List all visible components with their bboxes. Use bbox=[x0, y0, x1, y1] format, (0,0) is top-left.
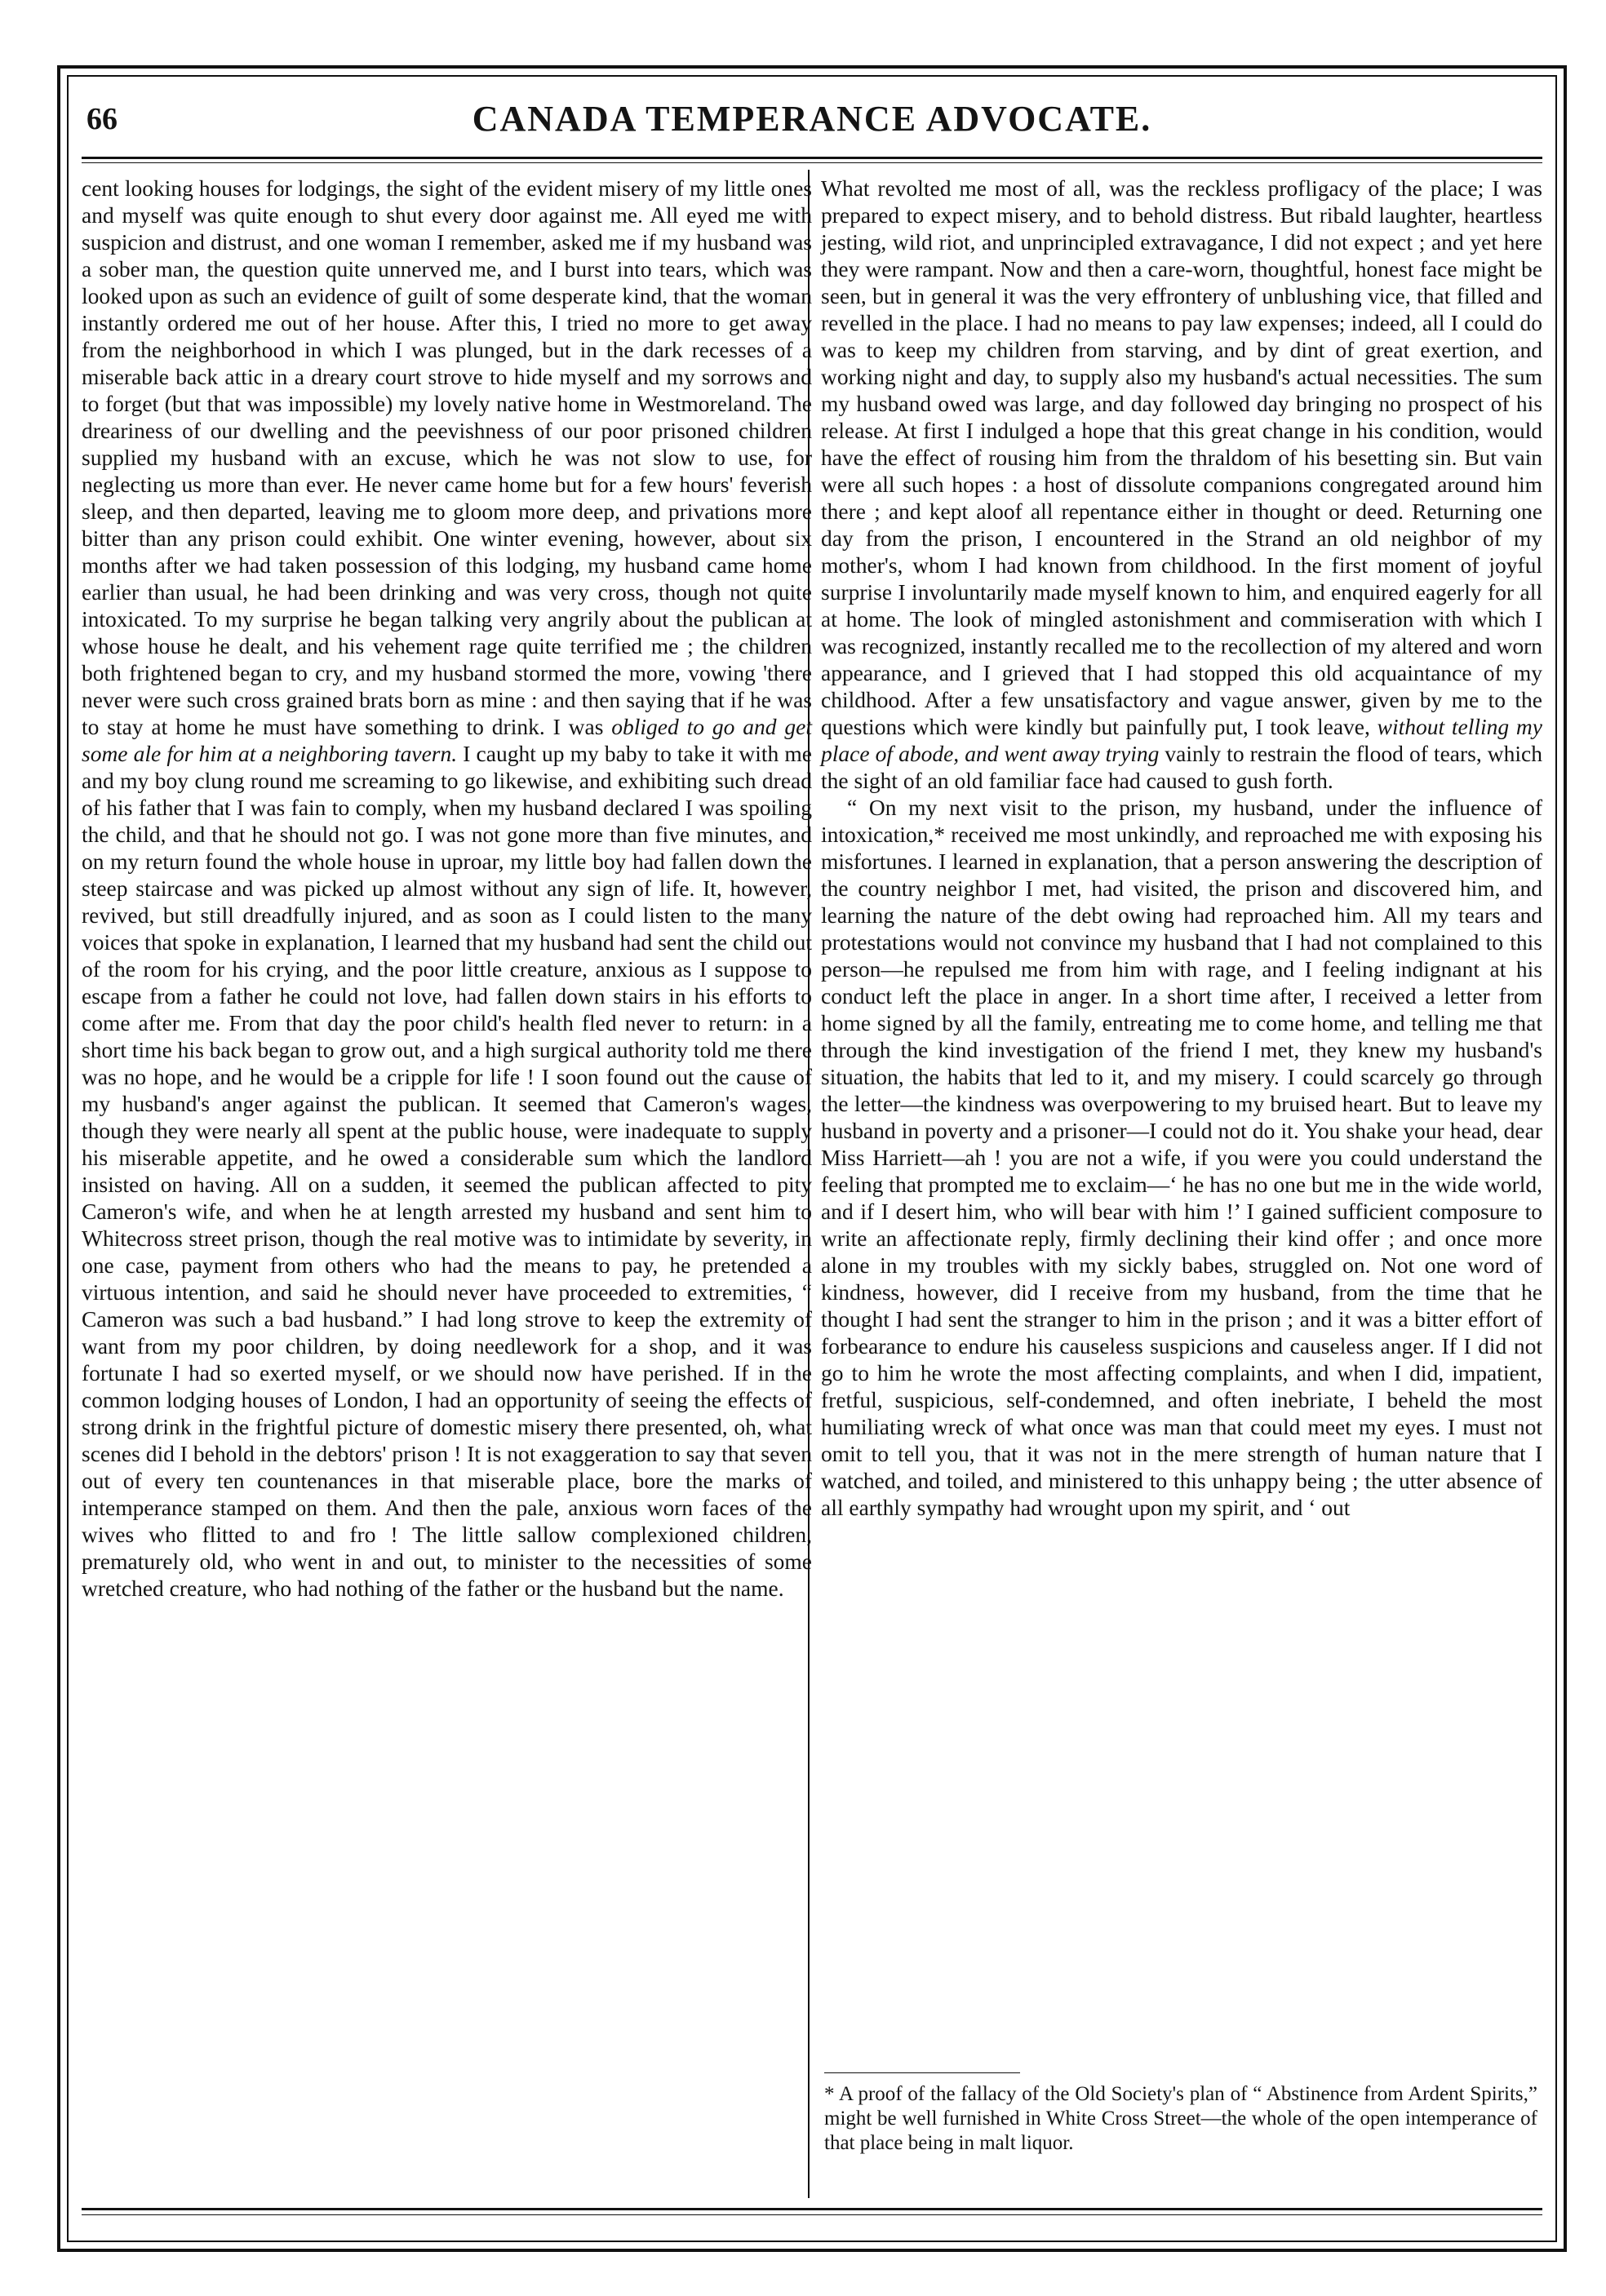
right-text-1: What revolted me most of all, was the reckless profligacy of the place; I was prepared to expect misery, and to behold distress. But ribald laughter, heartless jesting, wild riot, and unprincipled extravagance, I did not expect ; and yet here they were rampant. Now and then a care-worn, thoughtful, honest face might be seen, but in general it was the very effrontery of unblushing vice, that filled and revelled in the place. I had no means to pay law expenses; indeed, all I could do was to keep my children from starving, and by dint of great exertion, and working night and day, to supply also my husband's actual necessities. The sum my husband owed was large, and day followed day bringing no prospect of his release. At first I indulged a hope that this great change in his condition, would have the effect of rousing him from the thraldom of his besetting sin. But vain were all such hopes : a host of dissolute companions congregated around him there ; and kept aloof all repentance either in thought or deed. Returning one day from the prison, I encountered in the Strand an old neighbor of my mother's, whom I had known from childhood. In the first moment of joyful surprise I involuntarily made myself known to him, and enquired eagerly for all at home. The look of mingled astonishment and commiseration with which I was recognized, instantly recalled me to the recollection of my altered and worn appearance, and I grieved that I had stopped this old acquaintance of my childhood. After a few unsatisfactory and vague answer, given by me to the questions which were kindly but painfully put, I took leave, bbox=[821, 175, 1542, 739]
header-rule-thin bbox=[82, 162, 1542, 163]
footnote-rule bbox=[824, 2072, 1020, 2073]
footnote: * A proof of the fallacy of the Old Society's plan of “ Abstinence from Ardent Spirits,” might be well furnished in White Cross Street—the whole of the open intemperance of that place being in malt liquor. bbox=[824, 2083, 1537, 2154]
right-column bbox=[821, 175, 1542, 1521]
page-header bbox=[82, 91, 1542, 148]
left-column bbox=[82, 175, 812, 1602]
header-rule bbox=[82, 157, 1542, 159]
left-text-1: cent looking houses for lodgings, the sight of the evident misery of my little ones and myself was quite enough to shut every door against me. All eyed me with suspicion and distrust, and one woman I remember, asked me if my husband was a sober man, the question quite unnerved me, and I burst into tears, which was looked upon as such an evidence of guilt of some desperate kind, that the woman instantly ordered me out of her house. After this, I tried no more to get away from the neighborhood in which I was plunged, but in the dark recesses of a miserable back attic in a dreary court strove to hide myself and my sorrows and to forget (but that was impossible) my lovely native home in Westmoreland. The dreariness of our dwelling and the peevishness of our poor prisoned children supplied my husband with an excuse, which he was not slow to use, for neglecting us more than ever. He never came home but for a few hours' feverish sleep, and then departed, leaving me to gloom more deep, and privations more bitter than any prison could exhibit. One winter evening, however, about six months after we had taken possession of this lodging, my husband came home earlier than usual, he had been drinking and was very cross, though not quite intoxicated. To my surprise he began talking very angrily about the publican at whose house he dealt, and his vehement rage quite terrified me ; the children both frightened began to cry, and my husband stormed the more, vowing 'there never were such cross grained brats born as mine : and then saying that if he was to stay at home he must have something to drink. I was bbox=[82, 175, 812, 739]
bottom-rule bbox=[82, 2208, 1542, 2210]
left-italic-text: obliged to go and get some ale for him at a neighboring tavern. bbox=[82, 714, 812, 766]
right-text-2: vainly to restrain the flood of tears, which the sight of an old familiar face had caused to gush forth. bbox=[821, 741, 1542, 793]
right-paragraph-1 bbox=[821, 175, 1542, 794]
left-paragraph-1 bbox=[82, 175, 812, 1602]
page-number: 66 bbox=[87, 102, 118, 136]
bottom-rule-thin bbox=[82, 2214, 1542, 2215]
left-text-2: I caught up my baby to take it with me and my boy clung round me screaming to go likewise, and exhibiting such dread of his father that I was fain to comply, when my husband declared I was spoiling the child, and that he should not go. I was not gone more than five minutes, and on my return found the whole house in uproar, my little boy had fallen down the steep staircase and was picked up almost without any sign of life. It, however, revived, but still dreadfully injured, and as soon as I could listen to the many voices that spoke in explanation, I learned that my husband had sent the child out of the room for his crying, and the poor little creature, anxious as I suppose to escape from a father he could not love, had fallen down stairs in his efforts to come after me. From that day the poor child's health fled never to return: in a short time his back began to grow out, and a high surgical authority told me there was no hope, and he would be a cripple for life ! I soon found out the cause of my husband's anger against the publican. It seemed that Cameron's wages, though they were nearly all spent at the public house, were inadequate to supply his miserable appetite, and he owed a considerable sum which the landlord insisted on having. All on a sudden, it seemed the publican affected to pity Cameron's wife, and when he at length arrested my husband and sent him to Whitecross street prison, though the real motive was to intimidate by severity, in one case, payment from others who had the means to pay, he pretended a virtuous intention, and said he should never have proceeded to extremities, “ Cameron was such a bad husband.” I had long strove to keep the extremity of want from my poor children, by doing needlework for a shop, and it was fortunate I had so exerted myself, or we should now have perished. If in the common lodging houses of London, I had an opportunity of seeing the effects of strong drink in the frightful picture of domestic misery there presented, oh, what scenes did I behold in the debtors' prison ! It is not exaggeration to say that seven out of every ten countenances in that miserable place, bore the marks of intemperance stamped on them. And then the pale, anxious worn faces of the wives who flitted to and fro ! The little sallow complexioned children, prematurely old, who went in and out, to minister to the necessities of some wretched creature, who had nothing of the father or the husband but the name. bbox=[82, 741, 813, 1601]
running-title: CANADA TEMPERANCE ADVOCATE. bbox=[472, 99, 1152, 139]
column-divider bbox=[808, 170, 810, 2198]
right-italic-text: without telling my place of abode, and went away trying bbox=[821, 714, 1542, 766]
right-paragraph-2: “ On my next visit to the prison, my husband, under the influence of intoxication,* received me most unkindly, and reproached me with exposing his misfortunes. I learned in explanation, that a person answering the description of the country neighbor I met, had visited, the prison and discovered him, and learning the nature of the debt owing had reproached him. All my tears and protestations would not convince my husband that I had not complained to this person—he repulsed me from him with rage, and I feeling indignant at his conduct left the place in anger. In a short time after, I received a letter from home signed by all the family, entreating me to come home, and telling me that through the kind investigation of the friend I met, they knew my husband's situation, the habits that led to it, and my misery. I could scarcely go through the letter—the kindness was overpowering to my bruised heart. But to leave my husband in poverty and a prisoner—I could not do it. You shake your head, dear Miss Harriett—ah ! you are not a wife, if you were you could understand the feeling that prompted me to exclaim—‘ he has no one but me in the wide world, and if I desert him, who will bear with him !’ I gained sufficient composure to write an affectionate reply, firmly declining their kind offer ; and once more alone in my troubles with my sickly babes, struggled on. Not one word of kindness, however, did I receive from my husband, from the time that he thought I had sent the stranger to him in the prison ; and it was a bitter effort of forbearance to endure his causeless suspicions and causeless anger. If I did not go to him he wrote the most affecting complaints, and when I did, impatient, fretful, suspicious, self-condemned, and often inebriate, I beheld the most humiliating wreck of what once was man that could meet my eyes. I must not omit to tell you, that it was not in the mere strength of human nature that I watched, and toiled, and ministered to this unhappy being ; the utter absence of all earthly sympathy had wrought upon my spirit, and ‘ out bbox=[821, 795, 1542, 1520]
